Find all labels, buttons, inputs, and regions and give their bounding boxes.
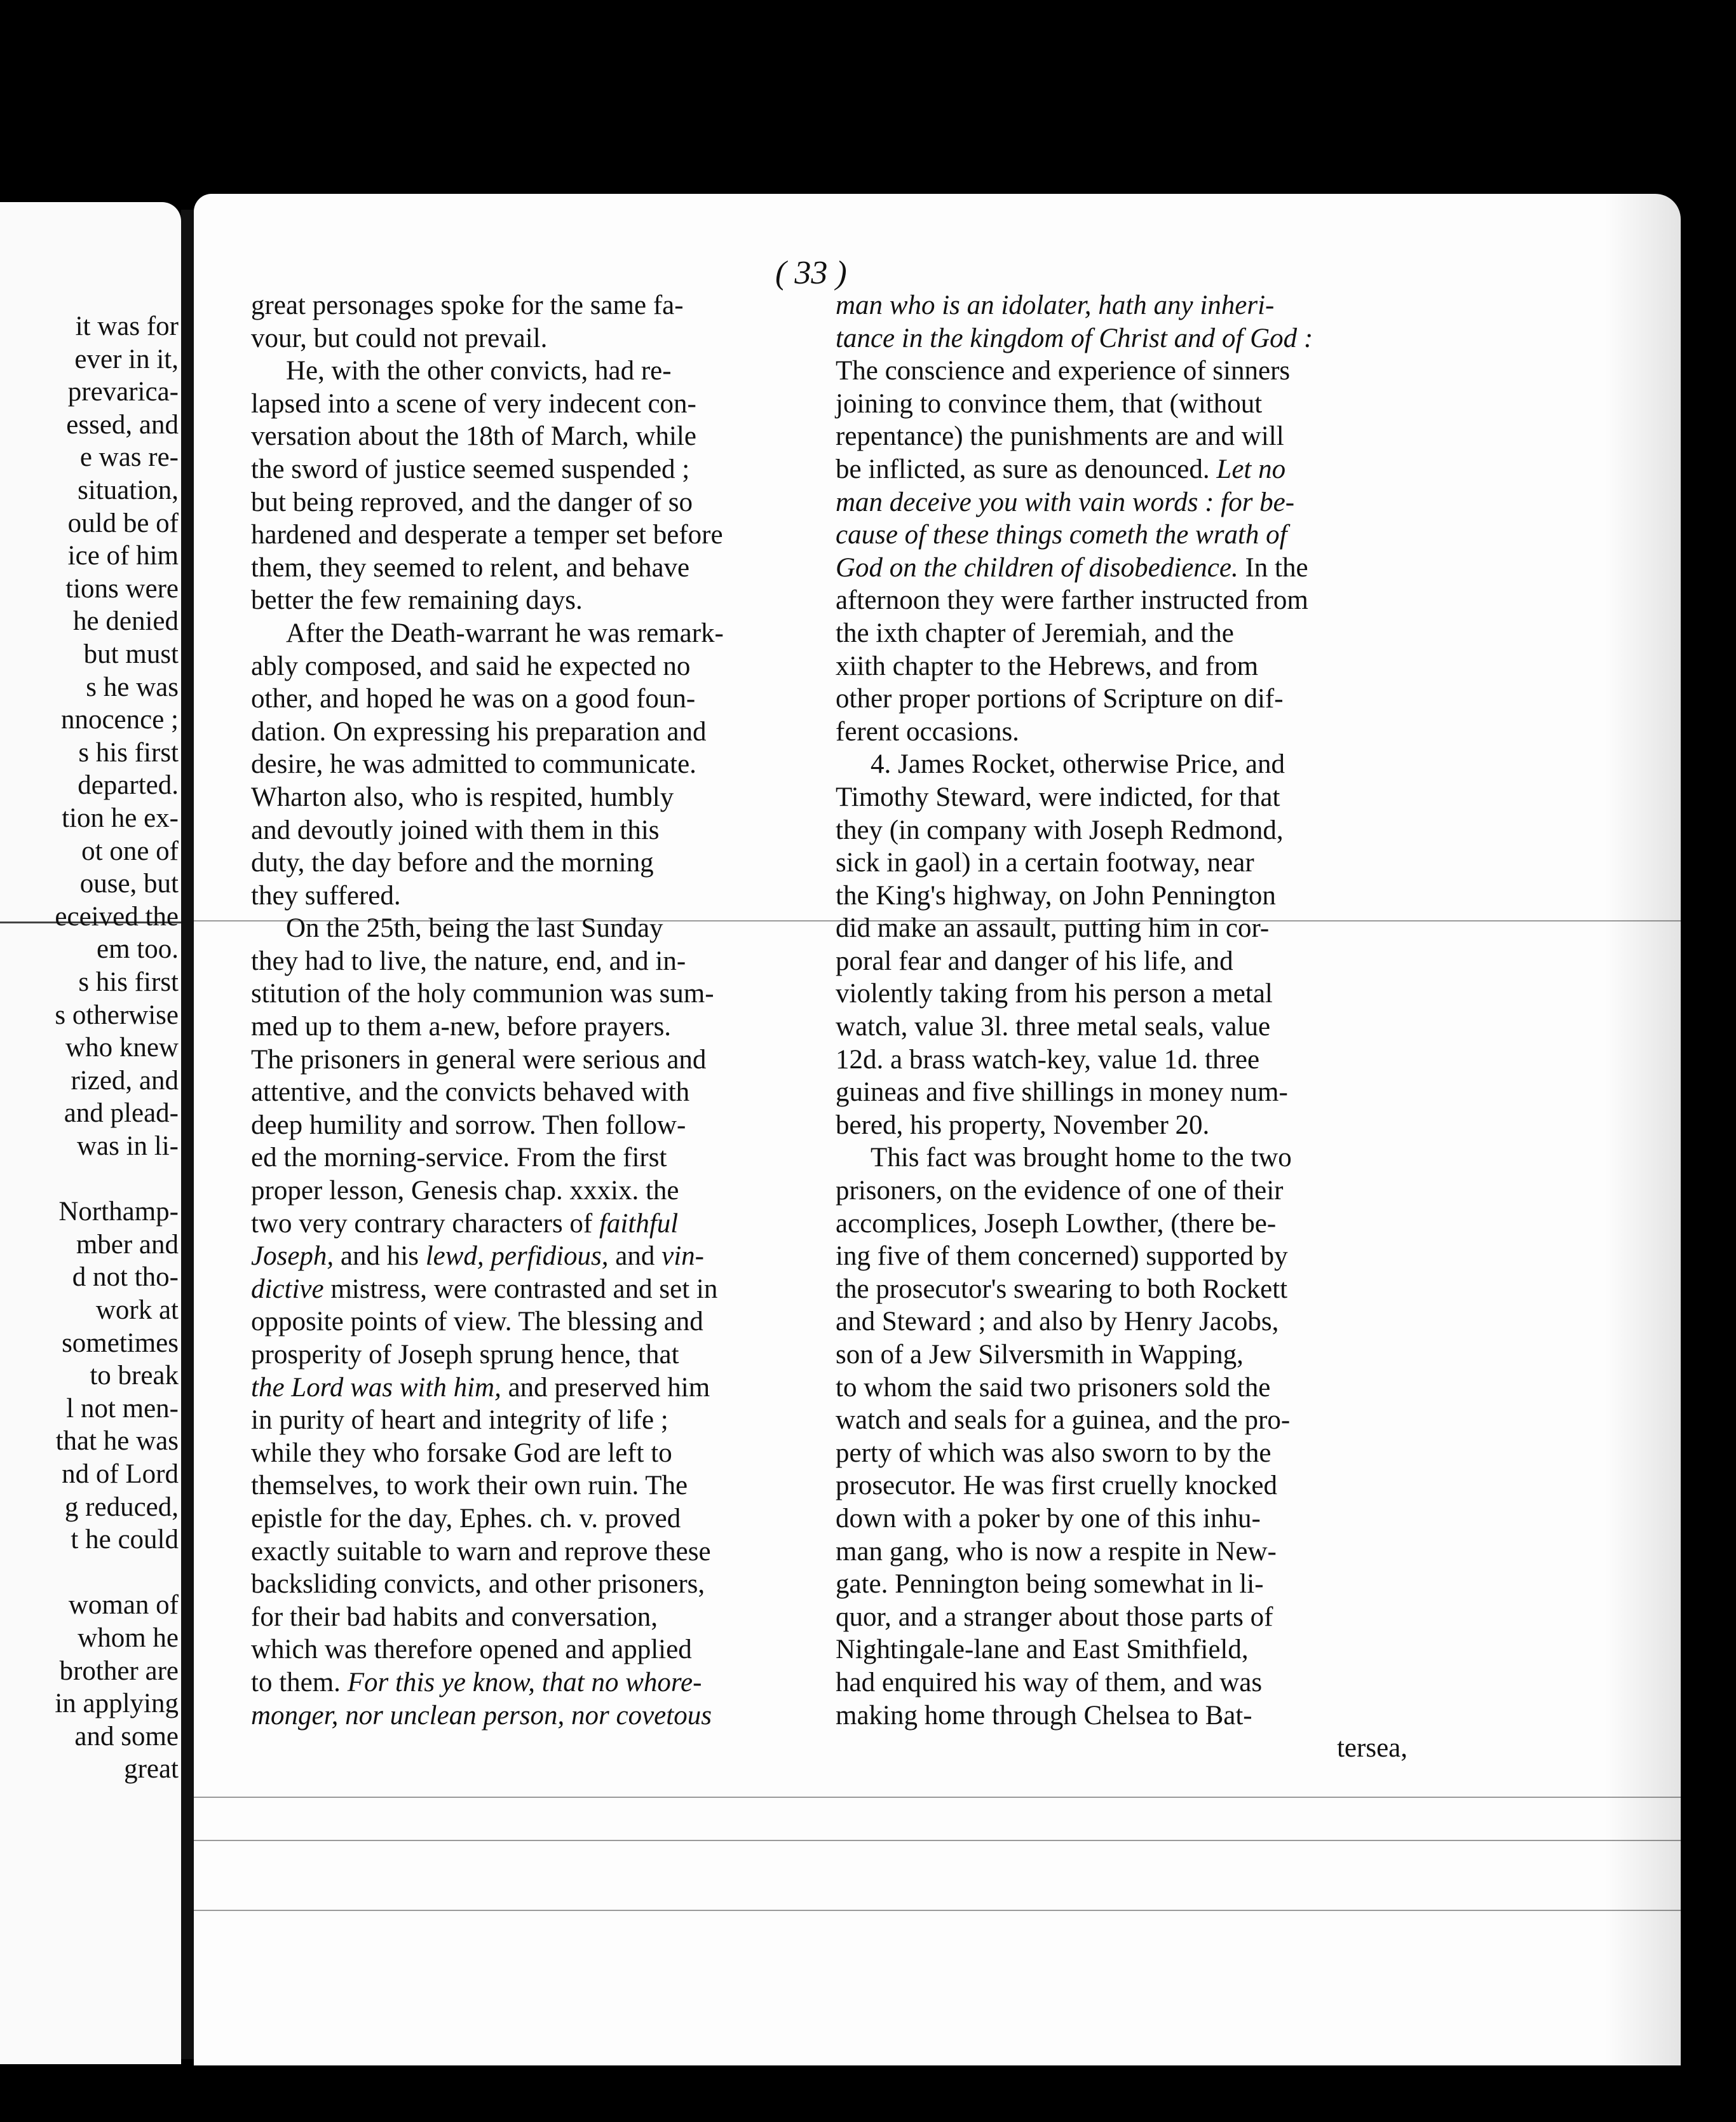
facing-page-line: work at <box>95 1295 179 1325</box>
facing-page-line: d not tho- <box>72 1262 179 1293</box>
text-run: deep humility and sorrow. Then follow- <box>251 1110 686 1140</box>
text-run: making home through Chelsea to Bat- <box>836 1700 1252 1731</box>
text-run: prosecutor. He was first cruelly knocked <box>836 1471 1277 1501</box>
text-run: After the Death-warrant he was remark- <box>286 618 724 648</box>
text-run: and <box>608 1241 662 1272</box>
text-line <box>251 1502 810 1535</box>
text-column-right <box>836 289 1407 1765</box>
text-line <box>251 814 810 847</box>
text-line <box>251 1601 810 1634</box>
text-line <box>836 519 1407 552</box>
facing-page-line: rized, and <box>71 1065 179 1096</box>
text-line <box>251 1469 810 1502</box>
book-page <box>194 194 1681 2065</box>
text-line <box>836 584 1407 617</box>
text-line <box>836 1535 1407 1568</box>
text-run: desire, he was admitted to communicate. <box>251 749 696 780</box>
facing-page-line: woman of <box>68 1590 179 1621</box>
text-line <box>836 552 1407 585</box>
text-line <box>836 420 1407 453</box>
italic-text: For this ye know, that no whore- <box>347 1667 702 1697</box>
text-run: prisoners, on the evidence of one of their <box>836 1176 1284 1206</box>
text-line <box>251 617 810 650</box>
text-run: dation. On expressing his preparation and <box>251 716 707 747</box>
text-line <box>251 1240 810 1273</box>
text-line <box>836 683 1407 716</box>
text-line <box>251 420 810 453</box>
text-line <box>251 683 810 716</box>
text-run: the sword of justice seemed suspended ; <box>251 454 690 484</box>
text-run: hardened and desperate a temper set before <box>251 520 723 550</box>
text-run: backsliding convicts, and other prisoners, <box>251 1569 705 1600</box>
text-run: ed the morning-service. From the first <box>251 1143 667 1173</box>
text-line <box>251 1044 810 1077</box>
text-line <box>836 1469 1407 1502</box>
facing-page-line: tions were <box>65 573 179 604</box>
text-run: accomplices, Joseph Lowther, (there be- <box>836 1208 1277 1239</box>
text-run: 12d. a brass watch-key, value 1d. three <box>836 1044 1260 1075</box>
italic-text: monger, nor unclean person, nor covetous <box>251 1700 712 1731</box>
text-line <box>251 880 810 913</box>
facing-page-line: who knew <box>65 1033 179 1063</box>
text-line <box>836 748 1407 781</box>
text-run: great personages spoke for the same fa- <box>251 290 684 320</box>
text-run: watch and seals for a guinea, and the pro- <box>836 1405 1291 1436</box>
book-gutter <box>181 210 194 2059</box>
text-line <box>836 322 1407 355</box>
text-run: med up to them a-new, before prayers. <box>251 1012 672 1042</box>
text-run: xiith chapter to the Hebrews, and from <box>836 651 1259 681</box>
text-line <box>836 1633 1407 1666</box>
text-line <box>251 1174 810 1207</box>
facing-page-fragment <box>0 202 181 2064</box>
text-run: violently taking from his person a metal <box>836 979 1273 1009</box>
text-run: better the few remaining days. <box>251 585 583 616</box>
facing-page-line: ice of him <box>67 541 179 571</box>
text-line <box>836 977 1407 1010</box>
text-run: for their bad habits and conversation, <box>251 1602 658 1632</box>
text-run: vour, but could not prevail. <box>251 323 548 353</box>
text-run: ably composed, and said he expected no <box>251 651 691 681</box>
text-line <box>251 552 810 585</box>
italic-text: tance in the kingdom of Christ and of God : <box>836 323 1313 353</box>
text-line <box>836 1666 1407 1699</box>
text-line <box>836 1732 1407 1765</box>
text-line <box>251 1305 810 1338</box>
italic-text: man deceive you with vain words : for be- <box>836 487 1295 517</box>
text-line <box>251 1535 810 1568</box>
text-line <box>251 519 810 552</box>
text-line <box>836 1437 1407 1470</box>
text-line <box>836 912 1407 945</box>
text-run: In the <box>1238 552 1308 583</box>
text-line <box>251 1338 810 1371</box>
text-line <box>836 1502 1407 1535</box>
text-line <box>836 1699 1407 1732</box>
text-line <box>836 945 1407 978</box>
facing-page-line: that he was <box>55 1426 179 1457</box>
italic-text: vin- <box>661 1241 704 1272</box>
facing-page-line: s his first <box>78 737 179 768</box>
facing-page-line: ot one of <box>81 836 179 866</box>
text-run: mistress, were contrasted and set in <box>323 1274 718 1304</box>
text-line <box>251 781 810 814</box>
facing-page-line: s otherwise <box>55 1000 179 1030</box>
text-line <box>836 486 1407 519</box>
text-line <box>251 584 810 617</box>
facing-page-line: in applying <box>55 1689 179 1719</box>
text-line <box>251 748 810 781</box>
facing-page-line: whom he <box>78 1623 179 1653</box>
text-line <box>251 388 810 421</box>
text-run: exactly suitable to warn and reprove these <box>251 1536 711 1567</box>
text-line <box>251 716 810 749</box>
italic-text: lewd, perfidious, <box>425 1241 609 1272</box>
text-run: poral fear and danger of his life, and <box>836 946 1233 976</box>
text-line <box>251 847 810 880</box>
text-line <box>836 1601 1407 1634</box>
text-run: did make an assault, putting him in cor- <box>836 913 1270 944</box>
page-rule-line <box>194 1840 1681 1841</box>
facing-page-line: mber and <box>76 1229 179 1260</box>
text-line <box>836 1207 1407 1241</box>
page-number: ( 33 ) <box>775 255 847 291</box>
text-run: two very contrary characters of <box>251 1208 599 1239</box>
text-line <box>836 1141 1407 1174</box>
text-run: The conscience and experience of sinners <box>836 356 1291 386</box>
text-run: man gang, who is now a respite in New- <box>836 1536 1277 1567</box>
text-run: the ixth chapter of Jeremiah, and the <box>836 618 1234 648</box>
text-run: be inflicted, as sure as denounced. <box>836 454 1217 484</box>
text-run: the King's highway, on John Pennington <box>836 880 1276 911</box>
text-run: Wharton also, who is respited, humbly <box>251 782 674 812</box>
text-run: ing five of them concerned) supported by <box>836 1241 1288 1272</box>
text-run: and his <box>334 1241 426 1272</box>
text-run: other proper portions of Scripture on dif- <box>836 684 1284 714</box>
text-line <box>251 945 810 978</box>
facing-page-line: he denied <box>73 606 179 637</box>
text-run: prosperity of Joseph sprung hence, that <box>251 1340 679 1370</box>
facing-page-line: eceived the <box>55 901 179 932</box>
text-line <box>251 1207 810 1241</box>
text-run: ferent occasions. <box>836 716 1019 747</box>
text-run: had enquired his way of them, and was <box>836 1667 1263 1697</box>
italic-text: Joseph, <box>251 1241 334 1272</box>
facing-page-line: ever in it, <box>74 344 179 374</box>
facing-page-line: g reduced, <box>64 1492 179 1522</box>
text-line <box>836 1010 1407 1044</box>
text-run: and preserved him <box>501 1372 710 1403</box>
text-line <box>836 814 1407 847</box>
text-run: Nightingale-lane and East Smithfield, <box>836 1635 1249 1665</box>
text-line <box>251 1076 810 1109</box>
page-rule-line <box>194 1797 1681 1798</box>
text-line <box>836 1305 1407 1338</box>
facing-page-line: s his first <box>78 967 179 997</box>
text-run: in purity of heart and integrity of life ; <box>251 1405 668 1436</box>
facing-page-line: it was for <box>75 311 179 341</box>
facing-page-line: situation, <box>78 475 179 505</box>
facing-page-line: e was re- <box>79 442 179 473</box>
facing-page-line: and some <box>74 1721 179 1751</box>
facing-page-line: but must <box>83 639 179 669</box>
text-line <box>251 1437 810 1470</box>
text-line <box>836 1404 1407 1437</box>
text-line <box>836 1371 1407 1404</box>
text-line <box>251 289 810 322</box>
facing-page-line: departed. <box>78 770 179 801</box>
facing-page-line: was in li- <box>76 1131 179 1161</box>
text-run: joining to convince them, that (without <box>836 388 1263 419</box>
text-run: On the 25th, being the last Sunday <box>286 913 663 944</box>
text-line <box>836 388 1407 421</box>
text-line <box>836 716 1407 749</box>
text-line <box>251 453 810 486</box>
text-run: down with a poker by one of this inhu- <box>836 1503 1261 1534</box>
text-line <box>251 1699 810 1732</box>
facing-page-line: s he was <box>86 672 179 702</box>
text-line <box>251 1568 810 1601</box>
text-line <box>836 1174 1407 1207</box>
text-line <box>836 289 1407 322</box>
facing-page-line: nd of Lord <box>62 1459 179 1489</box>
text-run: epistle for the day, Ephes. ch. v. proved <box>251 1503 681 1534</box>
text-run: to them. <box>251 1667 348 1697</box>
facing-page-line: great <box>124 1754 179 1785</box>
text-run: This fact was brought home to the two <box>871 1143 1292 1173</box>
text-run: proper lesson, Genesis chap. xxxix. the <box>251 1176 679 1206</box>
facing-page-line: sometimes <box>62 1328 179 1358</box>
text-run: and devoutly joined with them in this <box>251 815 660 845</box>
text-column-left <box>251 289 810 1732</box>
italic-text: God on the children of disobedience. <box>836 552 1238 583</box>
text-run: watch, value 3l. three metal seals, value <box>836 1012 1271 1042</box>
text-line <box>836 781 1407 814</box>
text-line <box>836 1240 1407 1273</box>
text-run: themselves, to work their own ruin. The <box>251 1471 688 1501</box>
text-line <box>251 977 810 1010</box>
text-run: versation about the 18th of March, while <box>251 421 696 452</box>
text-run: the prosecutor's swearing to both Rockett <box>836 1274 1288 1304</box>
text-run: other, and hoped he was on a good foun- <box>251 684 696 714</box>
text-run: He, with the other convicts, had re- <box>286 356 672 386</box>
facing-page-line: nnocence ; <box>60 705 179 735</box>
facing-page-line: brother are <box>59 1656 179 1686</box>
text-run: they had to live, the nature, end, and in- <box>251 946 686 976</box>
text-run: stitution of the holy communion was sum- <box>251 979 714 1009</box>
text-run: attentive, and the convicts behaved with <box>251 1077 690 1108</box>
text-line <box>251 322 810 355</box>
text-line <box>836 355 1407 388</box>
text-run: Timothy Steward, were indicted, for that <box>836 782 1280 812</box>
text-line <box>836 1273 1407 1306</box>
facing-page-line: l not men- <box>66 1393 179 1424</box>
text-line <box>251 1273 810 1306</box>
text-run: guineas and five shillings in money num- <box>836 1077 1288 1108</box>
text-line <box>251 1109 810 1142</box>
text-line <box>836 880 1407 913</box>
facing-page-line: ouse, but <box>79 869 179 899</box>
text-run: sick in gaol) in a certain footway, near <box>836 848 1254 878</box>
facing-page-line: to break <box>90 1361 179 1391</box>
text-line <box>251 1633 810 1666</box>
facing-page-line: ould be of <box>67 508 179 538</box>
text-line <box>251 1666 810 1699</box>
text-run: which was therefore opened and applied <box>251 1635 692 1665</box>
text-line <box>836 617 1407 650</box>
text-run: lapsed into a scene of very indecent con- <box>251 388 696 419</box>
text-run: quor, and a stranger about those parts of <box>836 1602 1273 1632</box>
italic-text: the Lord was with him, <box>251 1372 501 1403</box>
text-run: 4. James Rocket, otherwise Price, and <box>871 749 1285 780</box>
text-run: while they who forsake God are left to <box>251 1438 672 1468</box>
text-line <box>836 1044 1407 1077</box>
text-run: son of a Jew Silversmith in Wapping, <box>836 1340 1244 1370</box>
text-line <box>251 486 810 519</box>
text-run: The prisoners in general were serious and <box>251 1044 707 1075</box>
italic-text: cause of these things cometh the wrath of <box>836 520 1287 550</box>
text-run: afternoon they were farther instructed from <box>836 585 1308 616</box>
text-run: repentance) the punishments are and will <box>836 421 1284 452</box>
page-edge-shade <box>1604 194 1681 2065</box>
facing-page-line: essed, and <box>66 409 179 440</box>
text-run: opposite points of view. The blessing and <box>251 1307 703 1337</box>
facing-page-line: prevarica- <box>67 377 179 407</box>
text-run: they suffered. <box>251 880 401 911</box>
facing-page-line: t he could <box>71 1525 179 1555</box>
italic-text: faithful <box>599 1208 679 1239</box>
italic-text: Let no <box>1216 454 1286 484</box>
text-run: to whom the said two prisoners sold the <box>836 1372 1271 1403</box>
facing-page-line: and plead- <box>64 1098 179 1129</box>
text-line <box>251 355 810 388</box>
text-line <box>836 1338 1407 1371</box>
text-run: tersea, <box>1336 1733 1407 1764</box>
text-line <box>251 1141 810 1174</box>
text-run: gate. Pennington being somewhat in li- <box>836 1569 1264 1600</box>
italic-text: man who is an idolater, hath any inheri- <box>836 290 1275 320</box>
text-line <box>251 912 810 945</box>
facing-page-line: em too. <box>97 934 179 965</box>
text-run: bered, his property, November 20. <box>836 1110 1210 1140</box>
italic-text: dictive <box>251 1274 324 1304</box>
text-line <box>836 650 1407 683</box>
text-line <box>251 650 810 683</box>
text-line <box>251 1371 810 1404</box>
page-rule-line <box>194 1910 1681 1911</box>
facing-page-line: Northamp- <box>58 1197 179 1227</box>
text-run: them, they seemed to relent, and behave <box>251 552 690 583</box>
facing-page-line: tion he ex- <box>62 803 179 833</box>
text-line <box>836 1076 1407 1109</box>
text-line <box>836 847 1407 880</box>
text-line <box>836 1568 1407 1601</box>
text-run: but being reproved, and the danger of so <box>251 487 693 517</box>
text-run: they (in company with Joseph Redmond, <box>836 815 1284 845</box>
text-line <box>836 453 1407 486</box>
text-run: and Steward ; and also by Henry Jacobs, <box>836 1307 1279 1337</box>
text-line <box>251 1404 810 1437</box>
text-run: perty of which was also sworn to by the <box>836 1438 1271 1468</box>
text-line <box>836 1109 1407 1142</box>
text-run: duty, the day before and the morning <box>251 848 654 878</box>
text-line <box>251 1010 810 1044</box>
